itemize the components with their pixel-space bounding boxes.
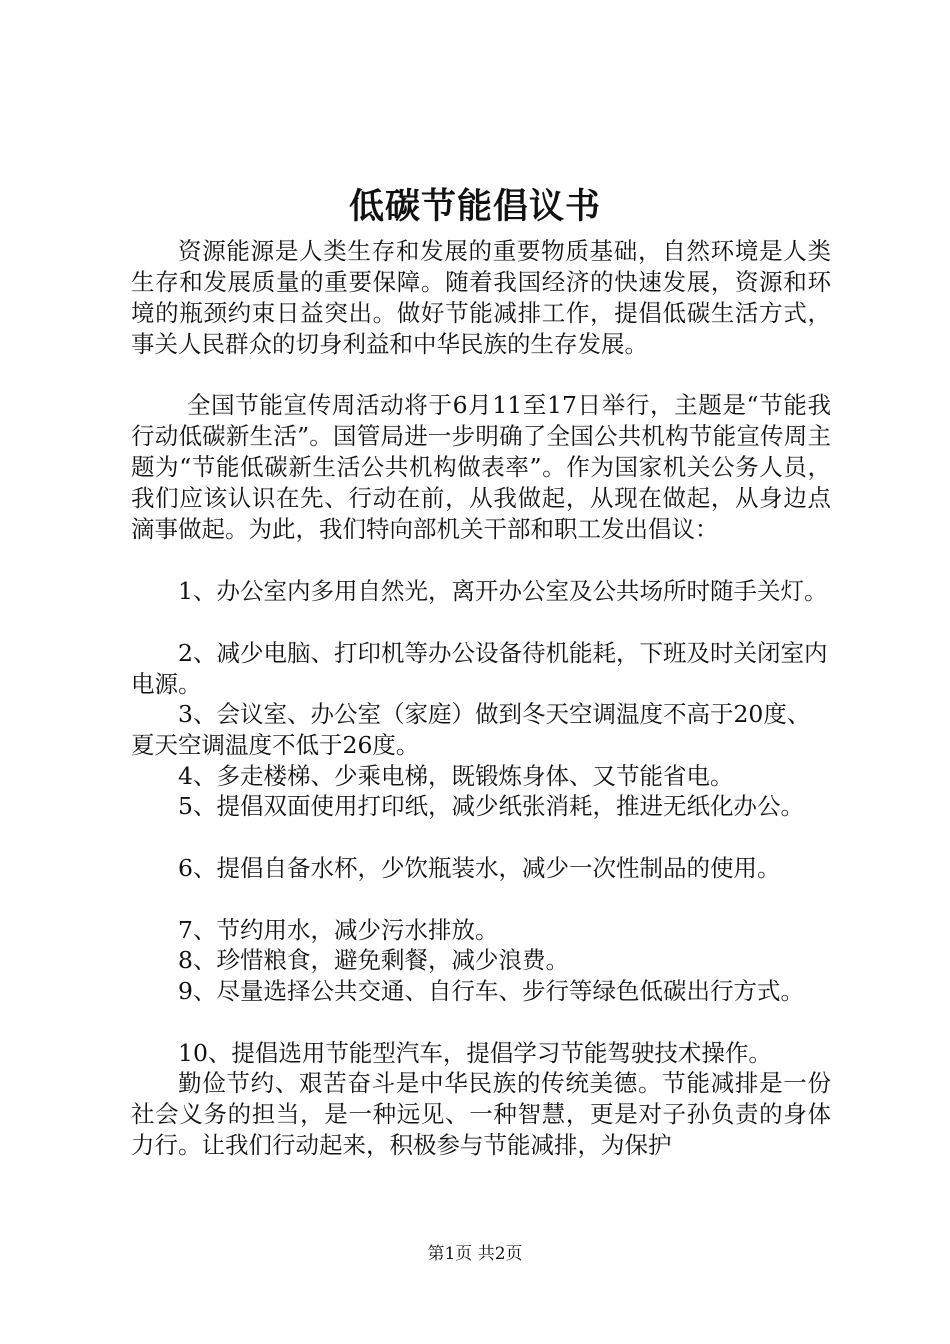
list-item: 8、珍惜粮食，避免剩餐，减少浪费。 xyxy=(178,946,569,974)
list-item: 10、提倡选用节能型汽车，提倡学习节能驾驶技术操作。 xyxy=(178,1039,772,1067)
document-title: 低碳节能倡议书 xyxy=(348,187,601,227)
list-item: 2、减少电脑、打印机等办公设备待机能耗，下班及时关闭室内电源。 xyxy=(131,639,828,698)
list-item: 3、会议室、办公室（家庭）做到冬天空调温度不高于20度、夏天空调温度不低于26度。 xyxy=(131,700,811,759)
paragraph-intro: 资源能源是人类生存和发展的重要物质基础，自然环境是人类生存和发展质量的重要保障。随着我国经济的快速发展，资源和环境的瓶颈约束日益突出。做好节能减排工作，提倡低碳生活方式，事关人民群众的切身利益和中华民族的生存发展。 xyxy=(131,237,831,358)
list-item: 7、节约用水，减少污水排放。 xyxy=(178,916,499,944)
list-item: 6、提倡自备水杯，少饮瓶装水，减少一次性制品的使用。 xyxy=(178,854,781,882)
paragraph-campaign: 全国节能宣传周活动将于6月11至17日举行，主题是“节能我行动低碳新生活”。国管局进一步明确了全国公共机构节能宣传周主题为“节能低碳新生活公共机构做表率”。作为国家机关公务人员，我们应该认识在先、行动在前，从我做起，从现在做起，从身边点滴事做起。为此，我们特向部机关干部和职工发出倡议： xyxy=(131,391,831,543)
paragraph-closing: 勤俭节约、艰苦奋斗是中华民族的传统美德。节能减排是一份社会义务的担当，是一种远见、一种智慧，更是对子孙负责的身体力行。让我们行动起来，积极参与节能减排，为保护 xyxy=(131,1069,831,1159)
list-item: 9、尽量选择公共交通、自行车、步行等绿色低碳出行方式。 xyxy=(178,977,804,1005)
list-item: 1、办公室内多用自然光，离开办公室及公共场所时随手关灯。 xyxy=(178,577,828,605)
list-item: 4、多走楼梯、少乘电梯，既锻炼身体、又节能省电。 xyxy=(178,762,734,790)
page-footer: 第1页 共2页 xyxy=(427,1244,523,1264)
list-item: 5、提倡双面使用打印纸，减少纸张消耗，推进无纸化办公。 xyxy=(178,792,804,820)
